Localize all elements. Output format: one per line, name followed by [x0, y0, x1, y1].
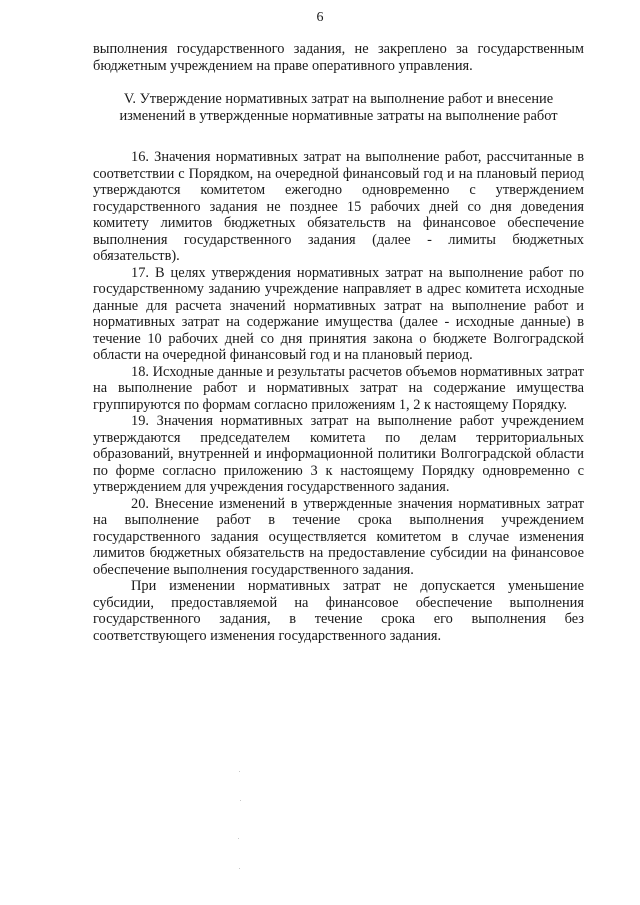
page-number: 6: [316, 10, 324, 25]
intro-paragraph: выполнения государственного задания, не закреплено за государственным бюджетным учреждением на праве оперативного управления.: [93, 41, 584, 74]
scan-speck: [238, 838, 239, 839]
section-heading-line-1: V. Утверждение нормативных затрат на выполнение работ и внесение: [123, 91, 554, 107]
scan-speck: [239, 868, 240, 869]
section-heading: [93, 91, 584, 124]
document-body: [93, 41, 584, 644]
paragraph-16: 16. Значения нормативных затрат на выполнение работ, рассчитанные в соответствии с Порядком, на очередной финансовый год и на плановый период утверждаются комитетом ежегодно одновременно с утверждением государственного задания не позднее 15 рабочих дней со дня доведения комитету лимитов бюджетных обязательств на финансовое обеспечение выполнения государственного задания (далее - лимиты бюджетных обязательств).: [93, 149, 584, 264]
scan-speck: [240, 800, 241, 801]
paragraph-19: 19. Значения нормативных затрат на выполнение работ учреждением утверждаются председателем комитета по делам территориальных образований, внутренней и информационной политики Волгоградской области по форме согласно приложению 3 к настоящему Порядку одновременно с утверждением для учреждения государственного задания.: [93, 413, 584, 495]
paragraph-17: 17. В целях утверждения нормативных затрат на выполнение работ по государственному заданию учреждение направляет в адрес комитета исходные данные для расчета значений нормативных затрат на выполнение работ и нормативных затрат на содержание имущества (далее - исходные данные) в течение 10 рабочих дней со дня принятия закона о бюджете Волгоградской области на очередной финансовый год и на плановый период.: [93, 264, 584, 363]
section-heading-line-2: изменений в утвержденные нормативные затраты на выполнение работ: [119, 107, 558, 124]
paragraph-18: 18. Исходные данные и результаты расчетов объемов нормативных затрат на выполнение работ и нормативных затрат на содержание имущества группируются по формам согласно приложениям 1, 2 к настоящему Порядку.: [93, 363, 584, 413]
paragraph-subsidy-note: При изменении нормативных затрат не допускается уменьшение субсидии, предоставляемой на финансовое обеспечение выполнения государственного задания, в течение срока его выполнения без соответствующего изменения государственного задания.: [93, 578, 584, 644]
scan-speck: [239, 771, 240, 772]
paragraph-20: 20. Внесение изменений в утвержденные значения нормативных затрат на выполнение работ в течение срока выполнения учреждением государственного задания осуществляется комитетом в случае изменения лимитов бюджетных обязательств на предоставление субсидии на финансовое обеспечение выполнения государственного задания.: [93, 495, 584, 578]
